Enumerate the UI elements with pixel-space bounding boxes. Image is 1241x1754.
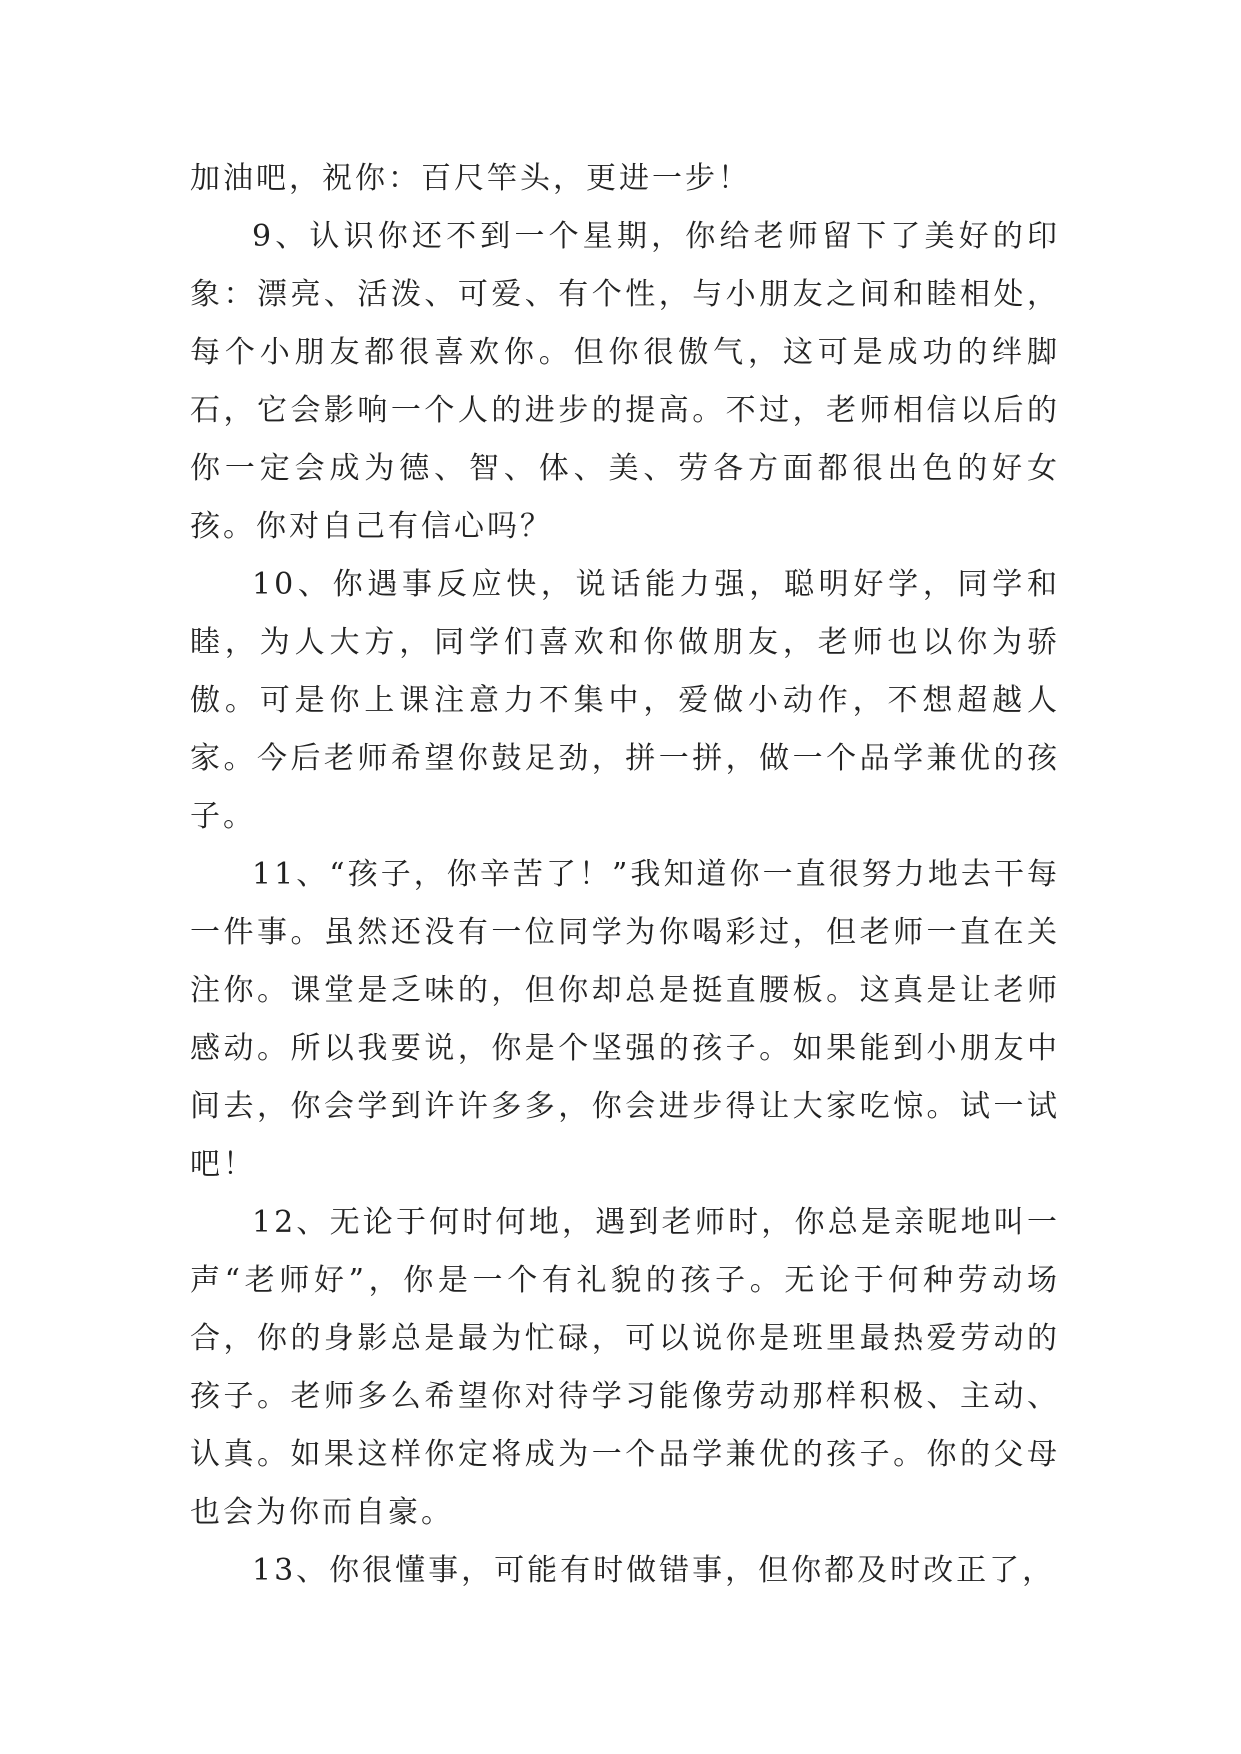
paragraph-continuation: 加油吧，祝你：百尺竿头，更进一步！ <box>190 161 751 196</box>
paragraph-item-10: 10、你遇事反应快，说话能力强，聪明好学，同学和睦，为人大方，同学们喜欢和你做朋友，老师也以你为骄傲。可是你上课注意力不集中，爱做小动作，不想超越人家。今后老师希望你鼓足劲，拼一拼，做一个品学兼优的孩子。 <box>190 567 1060 834</box>
paragraph-item-11: 11、“孩子，你辛苦了！”我知道你一直很努力地去干每一件事。虽然还没有一位同学为你喝彩过，但老师一直在关注你。课堂是乏味的，但你却总是挺直腰板。这真是让老师感动。所以我要说，你是个坚强的孩子。如果能到小朋友中间去，你会学到许许多多，你会进步得让大家吃惊。试一试吧！ <box>190 857 1060 1182</box>
document-body <box>190 150 1060 1600</box>
paragraph-item-13: 13、你很懂事，可能有时做错事，但你都及时改正了， <box>252 1553 1056 1588</box>
paragraph-item-9: 9、认识你还不到一个星期，你给老师留下了美好的印象：漂亮、活泼、可爱、有个性，与小朋友之间和睦相处，每个小朋友都很喜欢你。但你很傲气，这可是成功的绊脚石，它会影响一个人的进步的提高。不过，老师相信以后的你一定会成为德、智、体、美、劳各方面都很出色的好女孩。你对自己有信心吗？ <box>190 219 1060 544</box>
paragraph-item-12: 12、无论于何时何地，遇到老师时，你总是亲昵地叫一声“老师好”，你是一个有礼貌的孩子。无论于何种劳动场合，你的身影总是最为忙碌，可以说你是班里最热爱劳动的孩子。老师多么希望你对待学习能像劳动那样积极、主动、认真。如果这样你定将成为一个品学兼优的孩子。你的父母也会为你而自豪。 <box>190 1205 1060 1530</box>
